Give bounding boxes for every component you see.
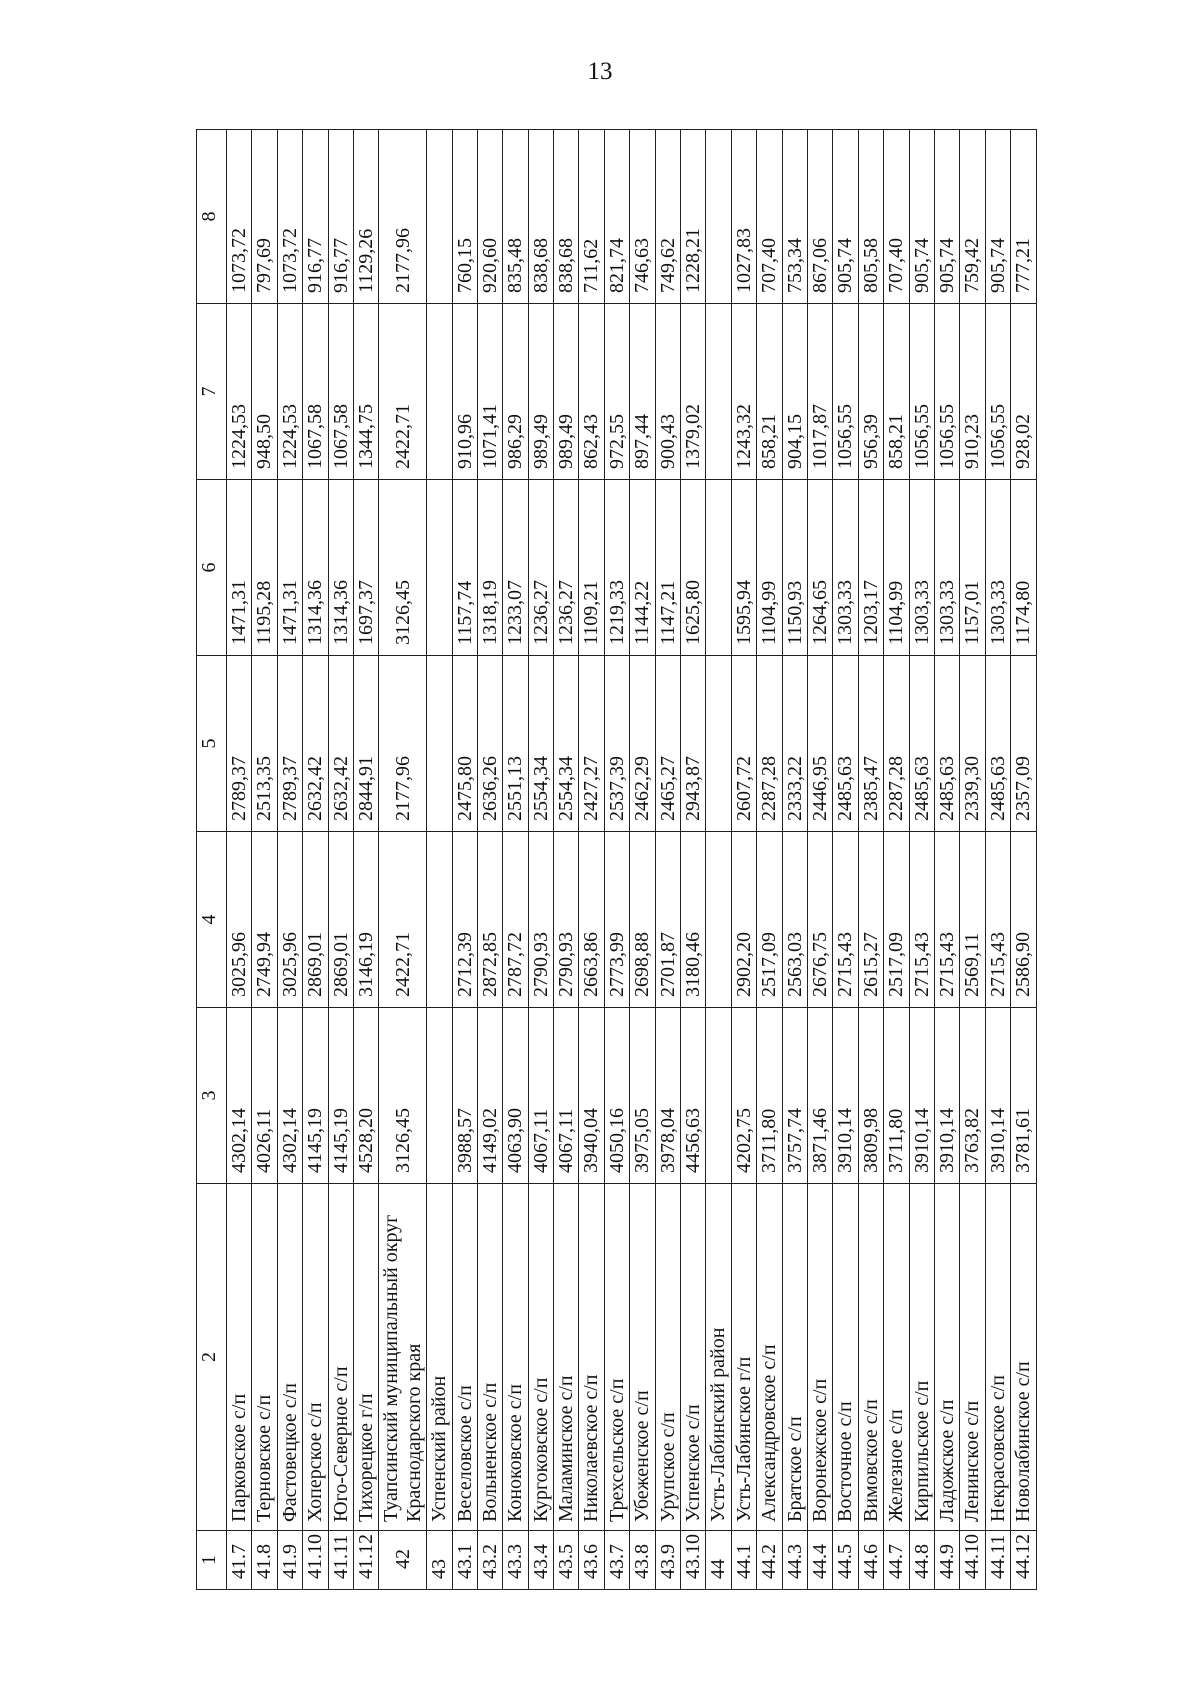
settlement-name-cell: Усть-Лабинский район [706, 1184, 731, 1531]
value-cell-col3: 3757,74 [782, 1008, 807, 1184]
value-cell-col4: 2749,94 [252, 832, 277, 1008]
value-cell-col7: 956,39 [858, 304, 883, 480]
value-cell-col7: 928,02 [1011, 304, 1036, 480]
row-number-cell: 44.3 [782, 1531, 807, 1590]
row-number-cell: 44.7 [884, 1531, 909, 1590]
column-header: 3 [197, 1008, 227, 1184]
value-cell-col8: 905,74 [985, 130, 1010, 304]
row-number-cell: 43.6 [579, 1531, 604, 1590]
table-row [252, 130, 277, 1590]
value-cell-col8: 916,77 [328, 130, 353, 304]
value-cell-col8: 905,74 [909, 130, 934, 304]
value-cell-col7: 900,43 [655, 304, 680, 480]
value-cell-col7: 989,49 [528, 304, 553, 480]
value-cell-col6: 1314,36 [303, 480, 328, 656]
settlement-name-cell: Терновское с/п [252, 1184, 277, 1531]
value-cell-col3 [427, 1008, 452, 1184]
row-number-cell: 43.1 [452, 1531, 477, 1590]
value-cell-col7: 858,21 [757, 304, 782, 480]
value-cell-col7 [427, 304, 452, 480]
value-cell-col4: 2787,72 [503, 832, 528, 1008]
row-number-cell: 44.1 [731, 1531, 756, 1590]
settlement-name-cell: Туапсинский муниципальный округ Краснодарского края [379, 1184, 427, 1531]
value-cell-col3: 4067,11 [528, 1008, 553, 1184]
table-row [731, 130, 756, 1590]
table-row [379, 130, 427, 1590]
value-cell-col3: 3910,14 [833, 1008, 858, 1184]
value-cell-col5: 2427,27 [579, 656, 604, 832]
value-cell-col5: 2551,13 [503, 656, 528, 832]
settlement-name-cell: Юго-Северное с/п [328, 1184, 353, 1531]
table-row [960, 130, 985, 1590]
value-cell-col7: 1224,53 [277, 304, 302, 480]
table-row [604, 130, 629, 1590]
settlement-name-cell: Усть-Лабинское г/п [731, 1184, 756, 1531]
value-cell-col4: 3180,46 [681, 832, 706, 1008]
row-number-cell: 43.2 [477, 1531, 502, 1590]
table-row [884, 130, 909, 1590]
value-cell-col6: 1697,37 [353, 480, 378, 656]
column-header: 4 [197, 832, 227, 1008]
value-cell-col8: 707,40 [757, 130, 782, 304]
value-cell-col6: 1236,27 [528, 480, 553, 656]
value-cell-col5: 2177,96 [379, 656, 427, 832]
column-header: 1 [197, 1531, 227, 1590]
value-cell-col8: 746,63 [630, 130, 655, 304]
table-row [706, 130, 731, 1590]
column-header: 7 [197, 304, 227, 480]
settlement-name-cell: Хоперское с/п [303, 1184, 328, 1531]
row-number-cell: 41.10 [303, 1531, 328, 1590]
value-cell-col7: 1056,55 [934, 304, 959, 480]
value-cell-col4: 2698,88 [630, 832, 655, 1008]
value-cell-col3: 4063,90 [503, 1008, 528, 1184]
value-cell-col7: 1017,87 [807, 304, 832, 480]
value-cell-col8: 1228,21 [681, 130, 706, 304]
value-cell-col4: 2872,85 [477, 832, 502, 1008]
row-number-cell: 44.2 [757, 1531, 782, 1590]
value-cell-col6: 1471,31 [277, 480, 302, 656]
settlement-name-cell: Урупское с/п [655, 1184, 680, 1531]
value-cell-col3: 4067,11 [554, 1008, 579, 1184]
row-number-cell: 43.5 [554, 1531, 579, 1590]
value-cell-col7: 904,15 [782, 304, 807, 480]
value-cell-col7: 1067,58 [328, 304, 353, 480]
value-cell-col5: 2462,29 [630, 656, 655, 832]
tariff-table-area [196, 130, 1132, 1590]
value-cell-col8: 838,68 [528, 130, 553, 304]
value-cell-col7: 2422,71 [379, 304, 427, 480]
value-cell-col5: 2632,42 [303, 656, 328, 832]
value-cell-col3: 4302,14 [277, 1008, 302, 1184]
value-cell-col4: 2869,01 [328, 832, 353, 1008]
value-cell-col8: 711,62 [579, 130, 604, 304]
value-cell-col5: 2636,26 [477, 656, 502, 832]
value-cell-col4: 3025,96 [277, 832, 302, 1008]
value-cell-col7: 1379,02 [681, 304, 706, 480]
value-cell-col7: 986,29 [503, 304, 528, 480]
settlement-name-cell: Трехсельское с/п [604, 1184, 629, 1531]
value-cell-col5 [706, 656, 731, 832]
value-cell-col6: 1174,80 [1011, 480, 1036, 656]
value-cell-col3: 3988,57 [452, 1008, 477, 1184]
value-cell-col3: 3809,98 [858, 1008, 883, 1184]
value-cell-col5: 2554,34 [528, 656, 553, 832]
value-cell-col4: 2773,99 [604, 832, 629, 1008]
value-cell-col5: 2446,95 [807, 656, 832, 832]
table-row [655, 130, 680, 1590]
value-cell-col5: 2385,47 [858, 656, 883, 832]
value-cell-col4: 2615,27 [858, 832, 883, 1008]
value-cell-col6: 1157,01 [960, 480, 985, 656]
value-cell-col6: 1233,07 [503, 480, 528, 656]
value-cell-col8 [706, 130, 731, 304]
value-cell-col5: 2465,27 [655, 656, 680, 832]
value-cell-col3: 4145,19 [328, 1008, 353, 1184]
row-number-cell: 43.8 [630, 1531, 655, 1590]
value-cell-col6: 1109,21 [579, 480, 604, 656]
value-cell-col6: 1595,94 [731, 480, 756, 656]
row-number-cell: 41.7 [227, 1531, 252, 1590]
settlement-name-cell: Парковское с/п [227, 1184, 252, 1531]
settlement-name-cell: Новолабинское с/п [1011, 1184, 1036, 1531]
value-cell-col7: 910,23 [960, 304, 985, 480]
row-number-cell: 43.9 [655, 1531, 680, 1590]
settlement-name-cell: Веселовское с/п [452, 1184, 477, 1531]
value-cell-col5: 2632,42 [328, 656, 353, 832]
column-header: 5 [197, 656, 227, 832]
table-row [757, 130, 782, 1590]
value-cell-col8: 905,74 [833, 130, 858, 304]
value-cell-col6: 1195,28 [252, 480, 277, 656]
value-cell-col4: 2517,09 [757, 832, 782, 1008]
value-cell-col7: 1056,55 [833, 304, 858, 480]
value-cell-col5: 2789,37 [227, 656, 252, 832]
value-cell-col5: 2789,37 [277, 656, 302, 832]
row-number-cell: 43.7 [604, 1531, 629, 1590]
value-cell-col4 [427, 832, 452, 1008]
value-cell-col3: 3711,80 [884, 1008, 909, 1184]
value-cell-col4: 2869,01 [303, 832, 328, 1008]
value-cell-col5 [427, 656, 452, 832]
settlement-name-cell: Некрасовское с/п [985, 1184, 1010, 1531]
settlement-name-cell: Коноковское с/п [503, 1184, 528, 1531]
value-cell-col5: 2513,35 [252, 656, 277, 832]
table-row [427, 130, 452, 1590]
settlement-name-cell: Кирпильское с/п [909, 1184, 934, 1531]
settlement-name-cell: Ленинское с/п [960, 1184, 985, 1531]
table-row [858, 130, 883, 1590]
value-cell-col4: 2569,11 [960, 832, 985, 1008]
value-cell-col5: 2333,22 [782, 656, 807, 832]
table-row [833, 130, 858, 1590]
table-row [528, 130, 553, 1590]
value-cell-col4: 2715,43 [985, 832, 1010, 1008]
value-cell-col7: 972,55 [604, 304, 629, 480]
table-body [227, 130, 1037, 1590]
value-cell-col3: 3910,14 [985, 1008, 1010, 1184]
value-cell-col5: 2537,39 [604, 656, 629, 832]
table-row [227, 130, 252, 1590]
table-row [909, 130, 934, 1590]
settlement-name-cell: Братское с/п [782, 1184, 807, 1531]
value-cell-col3: 3978,04 [655, 1008, 680, 1184]
table-row [579, 130, 604, 1590]
value-cell-col4: 2712,39 [452, 832, 477, 1008]
value-cell-col4: 2422,71 [379, 832, 427, 1008]
table-row [277, 130, 302, 1590]
value-cell-col6: 1147,21 [655, 480, 680, 656]
value-cell-col6: 1471,31 [227, 480, 252, 656]
value-cell-col8: 1073,72 [277, 130, 302, 304]
value-cell-col4: 3025,96 [227, 832, 252, 1008]
value-cell-col3: 3910,14 [909, 1008, 934, 1184]
value-cell-col3: 3940,04 [579, 1008, 604, 1184]
value-cell-col8: 805,58 [858, 130, 883, 304]
value-cell-col3 [706, 1008, 731, 1184]
value-cell-col8: 2177,96 [379, 130, 427, 304]
row-number-cell: 44.12 [1011, 1531, 1036, 1590]
value-cell-col7: 989,49 [554, 304, 579, 480]
value-cell-col6: 1303,33 [934, 480, 959, 656]
value-cell-col4: 2715,43 [833, 832, 858, 1008]
column-header: 8 [197, 130, 227, 304]
settlement-name-cell: Кургоковское с/п [528, 1184, 553, 1531]
value-cell-col3: 4050,16 [604, 1008, 629, 1184]
value-cell-col6: 1203,17 [858, 480, 883, 656]
value-cell-col3: 3781,61 [1011, 1008, 1036, 1184]
value-cell-col5: 2607,72 [731, 656, 756, 832]
value-cell-col8: 749,62 [655, 130, 680, 304]
row-number-cell: 44.11 [985, 1531, 1010, 1590]
value-cell-col3: 4202,75 [731, 1008, 756, 1184]
value-cell-col5: 2943,87 [681, 656, 706, 832]
value-cell-col3: 4149,02 [477, 1008, 502, 1184]
settlement-name-cell: Вольненское с/п [477, 1184, 502, 1531]
value-cell-col4: 2715,43 [909, 832, 934, 1008]
value-cell-col7: 1067,58 [303, 304, 328, 480]
value-cell-col6: 1236,27 [554, 480, 579, 656]
value-cell-col6: 1318,19 [477, 480, 502, 656]
settlement-name-cell: Николаевское с/п [579, 1184, 604, 1531]
value-cell-col6 [427, 480, 452, 656]
value-cell-col4: 2902,20 [731, 832, 756, 1008]
value-cell-col7: 1056,55 [985, 304, 1010, 480]
column-header: 6 [197, 480, 227, 656]
value-cell-col7: 1344,75 [353, 304, 378, 480]
settlement-name-cell: Тихорецкое г/п [353, 1184, 378, 1531]
header-row [197, 130, 227, 1590]
value-cell-col7: 897,44 [630, 304, 655, 480]
value-cell-col6: 1303,33 [985, 480, 1010, 656]
value-cell-col4: 2663,86 [579, 832, 604, 1008]
value-cell-col4: 2701,87 [655, 832, 680, 1008]
value-cell-col8: 905,74 [934, 130, 959, 304]
value-cell-col8: 867,06 [807, 130, 832, 304]
value-cell-col8: 760,15 [452, 130, 477, 304]
row-number-cell: 44.5 [833, 1531, 858, 1590]
value-cell-col4: 2790,93 [528, 832, 553, 1008]
settlement-name-cell: Александровское с/п [757, 1184, 782, 1531]
value-cell-col5: 2339,30 [960, 656, 985, 832]
value-cell-col4: 2676,75 [807, 832, 832, 1008]
value-cell-col7: 1243,32 [731, 304, 756, 480]
value-cell-col7: 862,43 [579, 304, 604, 480]
value-cell-col4 [706, 832, 731, 1008]
value-cell-col8: 920,60 [477, 130, 502, 304]
value-cell-col3: 4456,63 [681, 1008, 706, 1184]
row-number-cell: 44.9 [934, 1531, 959, 1590]
value-cell-col8: 753,34 [782, 130, 807, 304]
row-number-cell: 43.10 [681, 1531, 706, 1590]
table-row [328, 130, 353, 1590]
value-cell-col3: 4302,14 [227, 1008, 252, 1184]
row-number-cell: 43.4 [528, 1531, 553, 1590]
value-cell-col4: 2586,90 [1011, 832, 1036, 1008]
settlement-name-cell: Железное с/п [884, 1184, 909, 1531]
value-cell-col7: 1224,53 [227, 304, 252, 480]
value-cell-col6: 1314,36 [328, 480, 353, 656]
value-cell-col3: 4026,11 [252, 1008, 277, 1184]
settlement-name-cell: Вимовское с/п [858, 1184, 883, 1531]
settlement-name-cell: Маламинское с/п [554, 1184, 579, 1531]
row-number-cell: 42 [379, 1531, 427, 1590]
row-number-cell: 43.3 [503, 1531, 528, 1590]
value-cell-col5: 2357,09 [1011, 656, 1036, 832]
value-cell-col4: 2517,09 [884, 832, 909, 1008]
value-cell-col7: 948,50 [252, 304, 277, 480]
table-row [782, 130, 807, 1590]
value-cell-col3: 3871,46 [807, 1008, 832, 1184]
value-cell-col6: 1264,65 [807, 480, 832, 656]
value-cell-col3: 3711,80 [757, 1008, 782, 1184]
settlement-name-cell: Восточное с/п [833, 1184, 858, 1531]
value-cell-col4: 3146,19 [353, 832, 378, 1008]
value-cell-col5: 2485,63 [985, 656, 1010, 832]
settlement-name-cell: Воронежское с/п [807, 1184, 832, 1531]
value-cell-col8 [427, 130, 452, 304]
value-cell-col8: 797,69 [252, 130, 277, 304]
row-number-cell: 41.8 [252, 1531, 277, 1590]
settlement-name-cell: Фастовецкое с/п [277, 1184, 302, 1531]
value-cell-col8: 838,68 [554, 130, 579, 304]
value-cell-col7: 910,96 [452, 304, 477, 480]
table-row [477, 130, 502, 1590]
value-cell-col5: 2485,63 [909, 656, 934, 832]
value-cell-col5: 2554,34 [554, 656, 579, 832]
value-cell-col3: 4528,20 [353, 1008, 378, 1184]
value-cell-col6: 3126,45 [379, 480, 427, 656]
table-row [353, 130, 378, 1590]
row-number-cell: 44.6 [858, 1531, 883, 1590]
value-cell-col8: 1073,72 [227, 130, 252, 304]
value-cell-col6 [706, 480, 731, 656]
row-number-cell: 41.11 [328, 1531, 353, 1590]
value-cell-col6: 1625,80 [681, 480, 706, 656]
value-cell-col5: 2485,63 [934, 656, 959, 832]
value-cell-col8: 1129,26 [353, 130, 378, 304]
value-cell-col6: 1303,33 [833, 480, 858, 656]
row-number-cell: 41.9 [277, 1531, 302, 1590]
value-cell-col6: 1157,74 [452, 480, 477, 656]
value-cell-col6: 1219,33 [604, 480, 629, 656]
value-cell-col4: 2563,03 [782, 832, 807, 1008]
value-cell-col8: 821,74 [604, 130, 629, 304]
value-cell-col7 [706, 304, 731, 480]
table-row [681, 130, 706, 1590]
rotated-table-container [196, 130, 1132, 1590]
value-cell-col7: 858,21 [884, 304, 909, 480]
row-number-cell: 44.8 [909, 1531, 934, 1590]
table-row [554, 130, 579, 1590]
value-cell-col8: 759,42 [960, 130, 985, 304]
column-header: 2 [197, 1184, 227, 1531]
value-cell-col8: 916,77 [303, 130, 328, 304]
row-number-cell: 44.4 [807, 1531, 832, 1590]
table-row [303, 130, 328, 1590]
value-cell-col8: 1027,83 [731, 130, 756, 304]
value-cell-col3: 4145,19 [303, 1008, 328, 1184]
settlement-name-cell: Ладожское с/п [934, 1184, 959, 1531]
value-cell-col8: 777,21 [1011, 130, 1036, 304]
value-cell-col6: 1144,22 [630, 480, 655, 656]
value-cell-col3: 3763,82 [960, 1008, 985, 1184]
row-number-cell: 41.12 [353, 1531, 378, 1590]
value-cell-col3: 3975,05 [630, 1008, 655, 1184]
table-row [1011, 130, 1036, 1590]
tariff-table [196, 129, 1037, 1590]
table-row [452, 130, 477, 1590]
settlement-name-cell: Успенский район [427, 1184, 452, 1531]
value-cell-col6: 1104,99 [757, 480, 782, 656]
table-row [934, 130, 959, 1590]
row-number-cell: 44 [706, 1531, 731, 1590]
value-cell-col6: 1104,99 [884, 480, 909, 656]
value-cell-col5: 2485,63 [833, 656, 858, 832]
value-cell-col5: 2287,28 [757, 656, 782, 832]
table-row [985, 130, 1010, 1590]
value-cell-col5: 2287,28 [884, 656, 909, 832]
settlement-name-cell: Успенское с/п [681, 1184, 706, 1531]
row-number-cell: 44.10 [960, 1531, 985, 1590]
settlement-name-cell: Убеженское с/п [630, 1184, 655, 1531]
value-cell-col8: 835,48 [503, 130, 528, 304]
table-row [630, 130, 655, 1590]
value-cell-col6: 1150,93 [782, 480, 807, 656]
value-cell-col3: 3126,45 [379, 1008, 427, 1184]
value-cell-col5: 2475,80 [452, 656, 477, 832]
table-row [503, 130, 528, 1590]
value-cell-col7: 1071,41 [477, 304, 502, 480]
value-cell-col4: 2790,93 [554, 832, 579, 1008]
value-cell-col8: 707,40 [884, 130, 909, 304]
value-cell-col4: 2715,43 [934, 832, 959, 1008]
table-row [807, 130, 832, 1590]
value-cell-col5: 2844,91 [353, 656, 378, 832]
row-number-cell: 43 [427, 1531, 452, 1590]
value-cell-col6: 1303,33 [909, 480, 934, 656]
value-cell-col3: 3910,14 [934, 1008, 959, 1184]
value-cell-col7: 1056,55 [909, 304, 934, 480]
page-number: 13 [587, 58, 613, 85]
